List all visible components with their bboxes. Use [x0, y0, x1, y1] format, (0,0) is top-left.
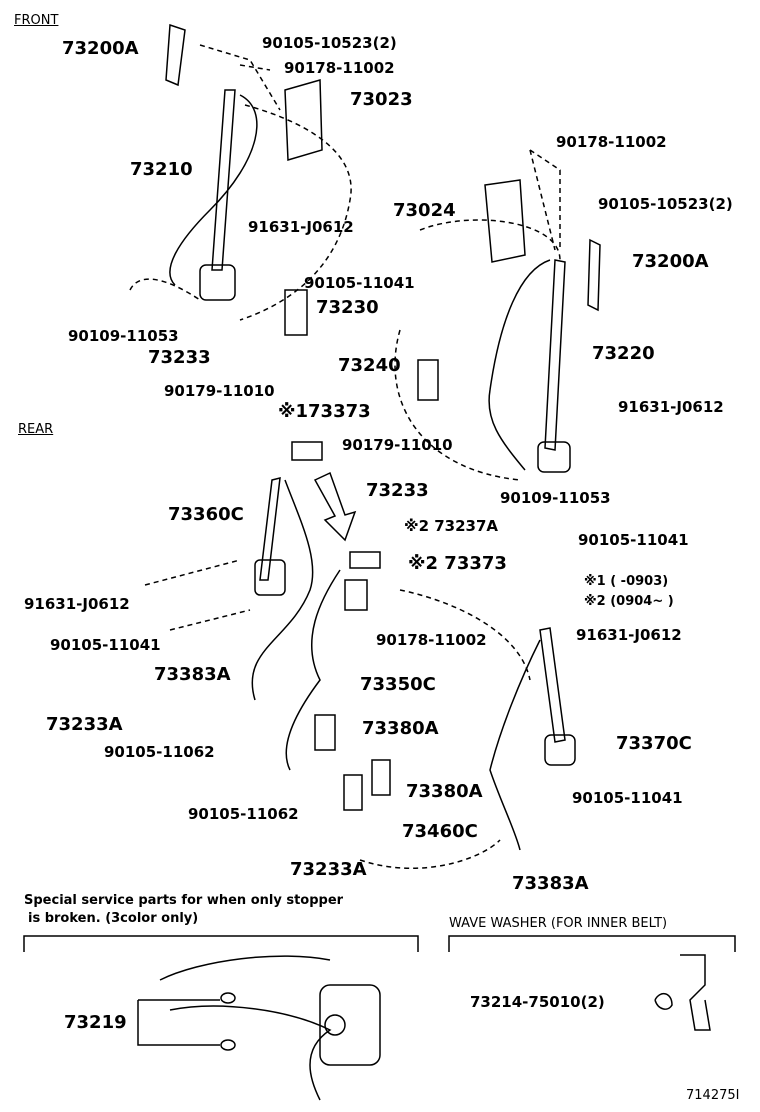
part-label[interactable]: 91631-J0612 [248, 218, 354, 236]
part-label[interactable]: 73200A [62, 38, 139, 59]
belt-73210 [212, 90, 235, 270]
belt-73350C [286, 570, 340, 770]
wave-washer-73214 [655, 994, 672, 1009]
part-label[interactable]: 73370C [616, 733, 692, 754]
part-label[interactable]: 73214-75010(2) [470, 993, 605, 1011]
part-label[interactable]: 90179-11010 [164, 382, 275, 400]
retractor-detail [320, 985, 380, 1065]
part-label[interactable]: 90105-11041 [578, 531, 689, 549]
part-label[interactable]: 90109-11053 [68, 327, 179, 345]
part-label[interactable]: 73240 [338, 355, 401, 376]
part-label[interactable]: 73230 [316, 297, 379, 318]
belt-strap-rear-left [252, 480, 312, 700]
belt-strap-rear-right [490, 640, 540, 850]
part-label[interactable]: 73233A [46, 714, 123, 735]
part-label[interactable]: 73383A [154, 664, 231, 685]
part-label[interactable]: 90109-11053 [500, 489, 611, 507]
part-label[interactable]: 73380A [406, 781, 483, 802]
part-label[interactable]: 91631-J0612 [24, 595, 130, 613]
part-label[interactable]: 91631-J0612 [618, 398, 724, 416]
note-1: ※1 ( -0903) [584, 574, 669, 589]
belt-strap-front-right [489, 260, 550, 470]
buckle-detail-wave-washer [680, 955, 710, 1030]
bracket-special-parts [24, 936, 418, 952]
part-label[interactable]: 90178-11002 [556, 133, 667, 151]
belt-73220 [545, 260, 565, 450]
wave-washer-heading: WAVE WASHER (FOR INNER BELT) [449, 916, 668, 931]
note-2: ※2 (0904~ ) [584, 594, 674, 609]
part-label[interactable]: 90105-11062 [188, 805, 299, 823]
bracket-wave-washer [449, 936, 735, 952]
part-label[interactable]: ※2 73237A [404, 517, 499, 535]
part-label[interactable]: 91631-J0612 [576, 626, 682, 644]
special-note-line1: Special service parts for when only stopper [24, 893, 344, 908]
part-label[interactable]: ※173373 [278, 401, 371, 422]
pillar-cover-73023 [285, 80, 322, 160]
part-label[interactable]: ※2 73373 [408, 553, 507, 574]
part-label[interactable]: 90178-11002 [376, 631, 487, 649]
part-label[interactable]: 73380A [362, 718, 439, 739]
part-label[interactable]: 73210 [130, 159, 193, 180]
part-label[interactable]: 90105-10523(2) [598, 195, 733, 213]
illustration-code: 714275I [686, 1088, 740, 1103]
part-label[interactable]: 73023 [350, 89, 413, 110]
part-label[interactable]: 73360C [168, 504, 244, 525]
retractor-rear-center [345, 580, 367, 610]
part-label[interactable]: 90105-10523(2) [262, 34, 397, 52]
retractor-front-right [538, 442, 570, 472]
retractor-rear-right [545, 735, 575, 765]
part-label[interactable]: 73383A [512, 873, 589, 894]
anchor-73200A-right [588, 240, 600, 310]
part-73373-2 [350, 552, 380, 568]
part-label[interactable]: 73024 [393, 200, 456, 221]
buckle-73460C [344, 775, 362, 810]
part-label[interactable]: 73233A [290, 859, 367, 880]
part-label[interactable]: 73233 [366, 480, 429, 501]
part-label[interactable]: 73219 [64, 1012, 127, 1033]
belt-73370C [540, 628, 565, 742]
part-label[interactable]: 73350C [360, 674, 436, 695]
belt-detail-73219 [160, 956, 330, 1100]
buckle-73380A-2 [372, 760, 390, 795]
part-label[interactable]: 73200A [632, 251, 709, 272]
part-label[interactable]: 90105-11041 [50, 636, 161, 654]
buckle-73240 [418, 360, 438, 400]
part-label[interactable]: 73233 [148, 347, 211, 368]
buckle-73380A-1 [315, 715, 335, 750]
belt-73360C [260, 478, 280, 580]
part-label[interactable]: 90179-11010 [342, 436, 453, 454]
anchor-73200A-left [166, 25, 185, 85]
part-73373-1 [292, 442, 322, 460]
section-label-rear: REAR [18, 422, 54, 437]
special-note-line2: is broken. (3color only) [28, 911, 199, 926]
section-label-front: FRONT [14, 13, 59, 28]
direction-arrow [315, 473, 355, 540]
part-label[interactable]: 73460C [402, 821, 478, 842]
part-label[interactable]: 90105-11041 [304, 274, 415, 292]
part-label[interactable]: 90178-11002 [284, 59, 395, 77]
part-label[interactable]: 90105-11041 [572, 789, 683, 807]
part-label[interactable]: 90105-11062 [104, 743, 215, 761]
part-label[interactable]: 73220 [592, 343, 655, 364]
